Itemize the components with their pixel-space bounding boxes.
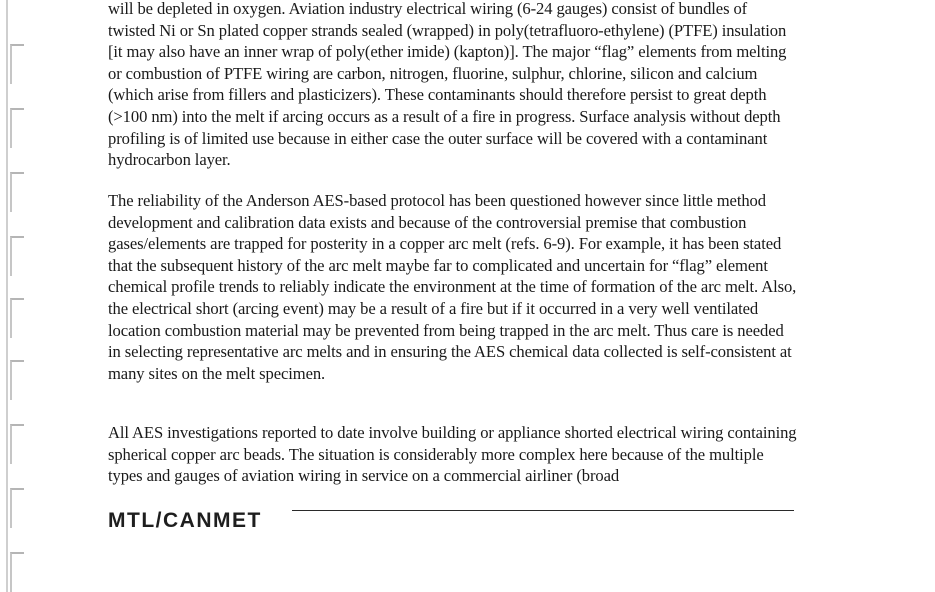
binder-hole-mark bbox=[10, 488, 24, 528]
footer-logo: MTL/CANMET bbox=[108, 509, 262, 532]
page-edge-line bbox=[6, 0, 8, 592]
binder-hole-mark bbox=[10, 552, 24, 592]
body-paragraph-3: All AES investigations reported to date involve building or appliance shorted electrical wiring containing spherical copper arc beads. The situation is considerably more complex here because of the multiple types and gauges of aviation wiring in service on a commercial airliner (broad bbox=[108, 423, 797, 486]
binder-hole-mark bbox=[10, 298, 24, 338]
footer-rule bbox=[292, 510, 794, 511]
binder-hole-mark bbox=[10, 108, 24, 148]
binder-hole-mark bbox=[10, 360, 24, 400]
body-paragraph-2: The reliability of the Anderson AES-based protocol has been questioned however since little method development and calibration data exists and because of the controversial premise that combustion gases/elements are trapped for posterity in a copper arc melt (refs. 6-9). For example, it has been stated that the subsequent history of the arc melt maybe far to complicated and uncertain for “flag” element chemical profile trends to reliably indicate the environment at the time of formation of the arc melt. Also, the electrical short (arcing event) may be a result of a fire but if it occurred in a very well ventilated location combustion material may be prevented from being trapped in the arc melt. Thus care is needed in selecting representative arc melts and in ensuring the AES chemical data collected is self-consistent at many sites on the melt specimen. bbox=[108, 191, 797, 383]
binder-hole-mark bbox=[10, 424, 24, 464]
body-paragraph-1: will be depleted in oxygen. Aviation industry electrical wiring (6-24 gauges) consist of bundles of twisted Ni or Sn plated copper strands sealed (wrapped) in poly(tetrafluoro-ethylene) (PTFE) insulation [it may also have an inner wrap of poly(ether imide) (kapton)]. The major “flag” elements from melting or combustion of PTFE wiring are carbon, nitrogen, fluorine, sulphur, chlorine, silicon and calcium (which arise from fillers and plasticizers). These contaminants should therefore persist to great depth (>100 nm) into the melt if arcing occurs as a result of a fire in progress. Surface analysis without depth profiling is of limited use because in either case the outer surface will be covered with a contaminant hydrocarbon layer. bbox=[108, 0, 787, 170]
binder-edge bbox=[0, 0, 30, 592]
binder-hole-mark bbox=[10, 44, 24, 84]
binder-hole-mark bbox=[10, 236, 24, 276]
binder-hole-mark bbox=[10, 172, 24, 212]
